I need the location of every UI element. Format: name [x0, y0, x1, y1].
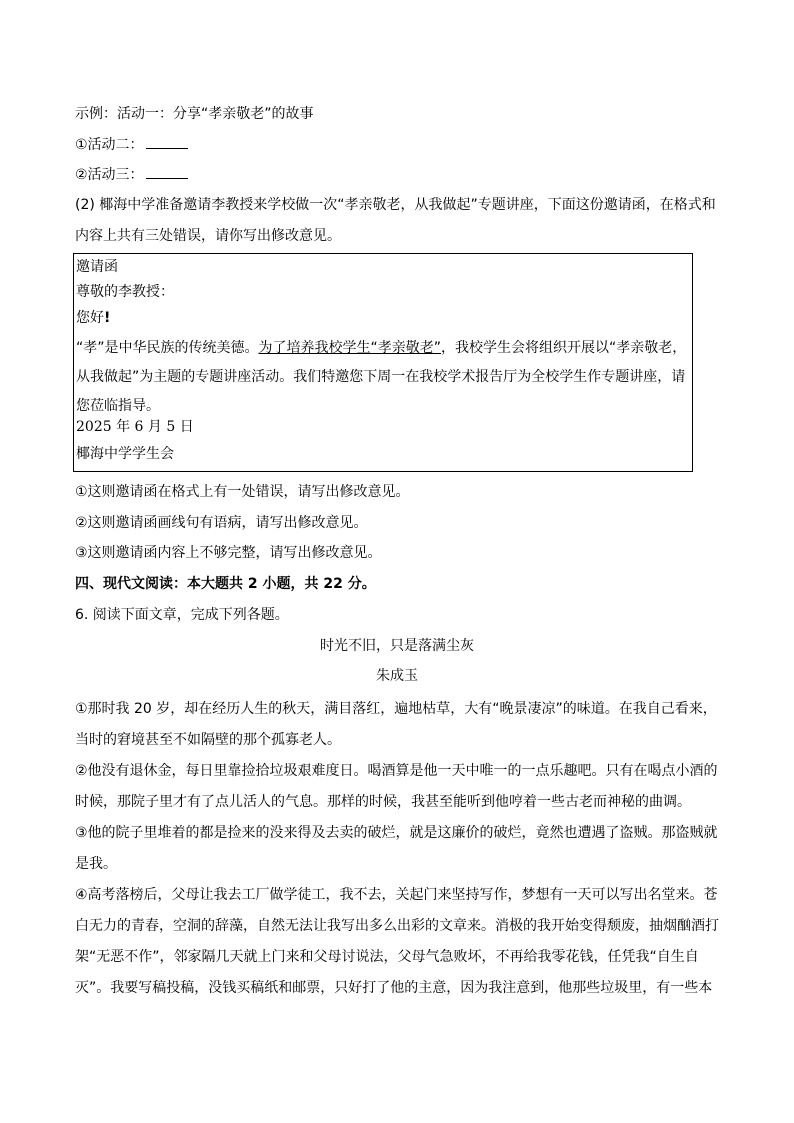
article-author: 朱成玉: [376, 668, 418, 684]
letter-greeting: [76, 308, 110, 328]
activity-three-label: ②活动三：: [75, 167, 144, 183]
activity-three-blank[interactable]: [146, 165, 188, 179]
sub-question-1: ①这则邀请函在格式上有一处错误，请写出修改意见。: [75, 484, 410, 500]
letter-title: 邀请函: [76, 259, 118, 275]
letter-body-before: “孝”是中华民族的传统美德。: [76, 340, 259, 356]
sub-question-2: ②这则邀请函画线句有语病，请写出修改意见。: [75, 515, 368, 531]
article-paragraph-3: ③他的院子里堆着的都是捡来的没来得及去卖的破烂，就是这廉价的破烂，竟然也遭遇了盗贼。那盗贼就是我。: [75, 825, 718, 872]
section-heading-middle: 小题，共: [257, 576, 324, 592]
section-question-count: 2: [247, 576, 258, 592]
letter-body-after: ，我校学生会将组织开展以“孝亲敬老，从我做起”为主题的专题讲座活动。我们特邀您下周一在我校学术报告厅为全校学生作专题讲座，请您莅临指导。: [76, 340, 687, 414]
activity-two-label: ①活动二：: [75, 137, 144, 153]
section-heading: [75, 574, 376, 594]
example-line: 示例：活动一：分享“孝亲敬老”的故事: [75, 106, 314, 122]
article-paragraph-2: ②他没有退休金，每日里靠捡拾垃圾艰难度日。喝酒算是他一天中唯一的一点乐趣吧。只有在喝点小酒的时候，那院子里才有了点儿活人的气息。那样的时候，我甚至能听到他哼着一些古老而神秘的曲调。: [75, 763, 718, 810]
article-title: 时光不旧，只是落满尘灰: [320, 638, 474, 654]
letter-date: 2025 年 6 月 5 日: [76, 419, 194, 435]
invitation-letter-box: [73, 253, 693, 472]
section-total-score: 22: [323, 576, 343, 592]
letter-underlined-sentence: 为了培养我校学生“孝亲敬老”: [258, 340, 442, 356]
sub-question-3: ③这则邀请函内容上不够完整，请写出修改意见。: [75, 545, 382, 561]
section-heading-prefix: 四、现代文阅读：本大题共: [75, 576, 248, 592]
section-heading-suffix: 分。: [342, 576, 376, 592]
question-6-instruction: 6. 阅读下面文章，完成下列各题。: [75, 607, 289, 623]
activity-two-line: [75, 135, 188, 155]
article-paragraph-4: ④高考落榜后，父母让我去工厂做学徒工，我不去，关起门来坚持写作，梦想有一天可以写出名堂来。苍白无力的青春，空洞的辞藻，自然无法让我写出多么出彩的文章来。消极的我开始变得颓废，抽烟酗酒打架“无恶不作”，邻家隔几天就上门来和父母讨说法，父母气急败坏，不再给我零花钱，任凭我“自生自灭”。我要写稿投稿，没钱买稿纸和邮票，只好打了他的主意，因为我注意到，他那些垃圾里，有一些本: [75, 887, 719, 996]
letter-signature: 椰海中学学生会: [76, 446, 174, 462]
letter-salutation: 尊敬的李教授：: [76, 284, 174, 300]
activity-two-blank[interactable]: [146, 135, 188, 149]
letter-greeting-text: 您好: [76, 310, 104, 326]
activity-three-line: [75, 165, 188, 185]
letter-body: [76, 334, 688, 421]
question-2-text: (2) 椰海中学准备邀请李教授来学校做一次“孝亲敬老，从我做起”专题讲座，下面这份邀请函，在格式和内容上共有三处错误，请你写出修改意见。: [75, 197, 716, 244]
article-paragraph-1: ①那时我 20 岁，却在经历人生的秋天，满目落红，遍地枯草，大有“晚景凄凉”的味道。在我自己看来，当时的窘境甚至不如隔壁的那个孤寡老人。: [75, 701, 717, 748]
letter-greeting-mark: !: [104, 310, 111, 326]
